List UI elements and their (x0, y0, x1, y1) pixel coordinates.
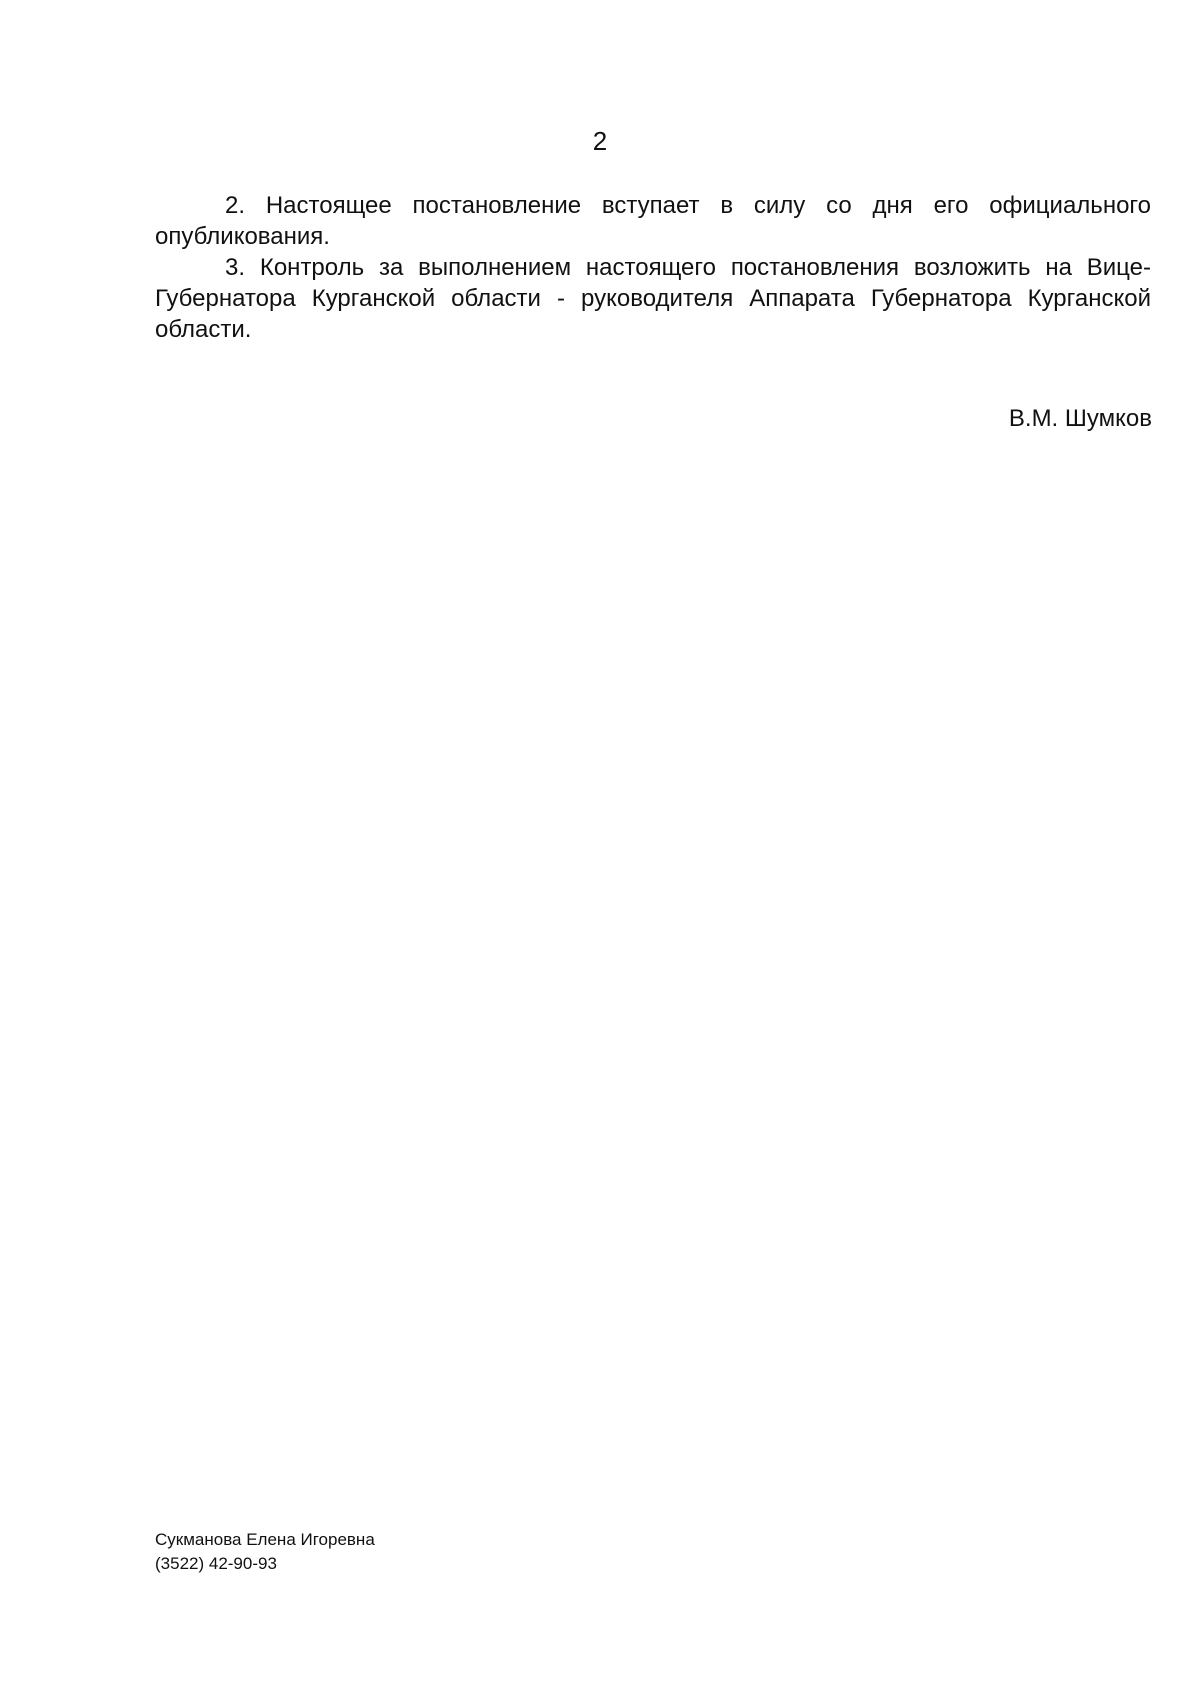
contact-phone: (3522) 42-90-93 (155, 1554, 277, 1573)
document-body (155, 190, 1151, 345)
paragraph-effective-date: 2. Настоящее постановление вступает в силу со дня его официального опубликования. (155, 192, 1151, 250)
contact-block (155, 1528, 375, 1576)
signature-name: В.М. Шумков (1008, 405, 1152, 432)
contact-name: Сукманова Елена Игоревна (155, 1530, 375, 1549)
paragraph-control: 3. Контроль за выполнением настоящего постановления возложить на Вице-Губернатора Курганской области - руководителя Аппарата Губернатора Курганской области. (155, 254, 1151, 343)
page-number: 2 (592, 126, 608, 156)
